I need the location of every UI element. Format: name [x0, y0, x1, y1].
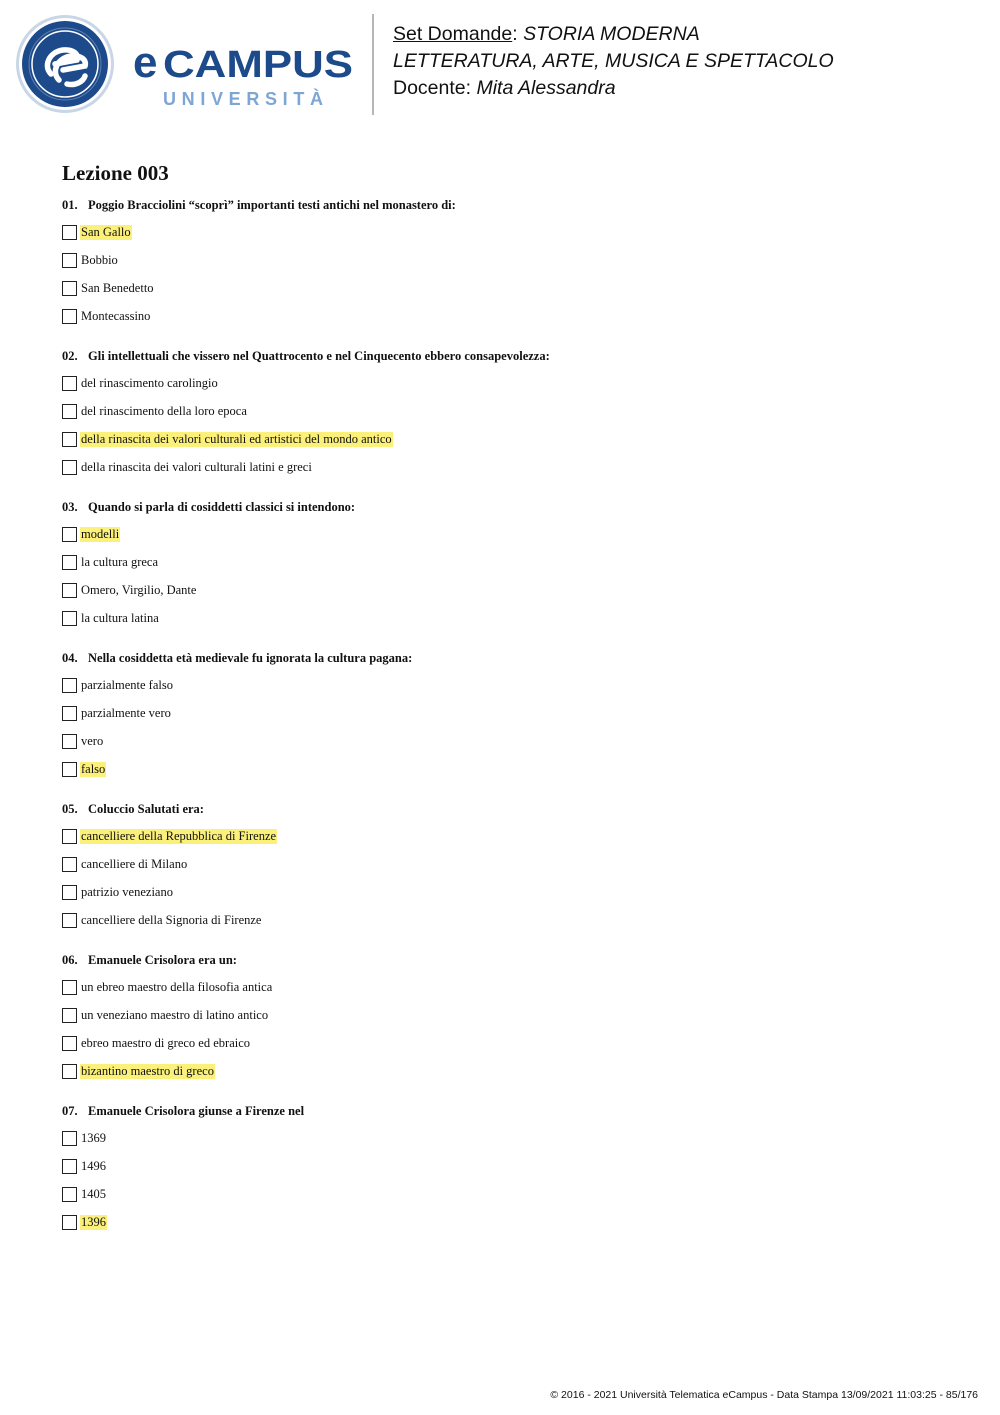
set-value: STORIA MODERNA — [523, 23, 700, 45]
answer-checkbox[interactable] — [62, 678, 77, 693]
question-number: 01. — [62, 198, 78, 212]
answer-label-highlighted: cancelliere della Repubblica di Firenze — [81, 828, 277, 843]
lesson-title: Lezione 003 — [62, 161, 169, 185]
answer-checkbox[interactable] — [62, 1215, 77, 1230]
answer-option[interactable] — [62, 369, 962, 397]
teacher-value: Mita Alessandra — [476, 77, 616, 99]
question-label: Poggio Bracciolini “scoprì” importanti testi antichi nel monastero di: — [88, 198, 456, 212]
answer-label: del rinascimento della loro epoca — [81, 403, 247, 418]
question-text — [62, 498, 962, 520]
question-label: Gli intellettuali che vissero nel Quattrocento e nel Cinquecento ebbero consapevolezza: — [88, 349, 550, 363]
question-number: 06. — [62, 953, 78, 967]
answer-label: Bobbio — [81, 252, 118, 267]
question-number: 07. — [62, 1104, 78, 1118]
answer-option[interactable] — [62, 906, 962, 934]
question-text — [62, 649, 962, 671]
answer-checkbox[interactable] — [62, 885, 77, 900]
answer-label: la cultura latina — [81, 610, 159, 625]
answer-option[interactable] — [62, 1180, 962, 1208]
answer-label: 1496 — [81, 1158, 106, 1173]
question-number: 03. — [62, 500, 78, 514]
answer-label: Omero, Virgilio, Dante — [81, 582, 197, 597]
teacher-label: Docente: — [393, 77, 472, 99]
answer-label: 1405 — [81, 1186, 106, 1201]
answer-option[interactable] — [62, 973, 962, 1001]
answer-option[interactable] — [62, 604, 962, 632]
page-footer: © 2016 - 2021 Università Telematica eCampus - Data Stampa 13/09/2021 11:03:25 - 85/176 — [550, 1389, 978, 1401]
question-list — [62, 196, 962, 1253]
answer-option[interactable] — [62, 699, 962, 727]
question-text — [62, 1102, 962, 1124]
answer-option[interactable] — [62, 755, 962, 783]
answer-checkbox[interactable] — [62, 980, 77, 995]
set-row — [393, 21, 834, 48]
question-label: Emanuele Crisolora giunse a Firenze nel — [88, 1104, 305, 1118]
brand-subtitle: UNIVERSITÀ — [163, 89, 323, 109]
brand-letter: e — [133, 40, 158, 87]
answer-option[interactable] — [62, 1057, 962, 1085]
answer-checkbox[interactable] — [62, 1064, 77, 1079]
brand-name: CAMPUS — [163, 44, 353, 86]
answer-checkbox[interactable] — [62, 611, 77, 626]
answer-checkbox[interactable] — [62, 253, 77, 268]
answer-checkbox[interactable] — [62, 404, 77, 419]
answer-option[interactable] — [62, 822, 962, 850]
answer-checkbox[interactable] — [62, 913, 77, 928]
answer-label: Montecassino — [81, 308, 151, 323]
answer-checkbox[interactable] — [62, 1036, 77, 1051]
answer-checkbox[interactable] — [62, 762, 77, 777]
answer-option[interactable] — [62, 878, 962, 906]
answer-checkbox[interactable] — [62, 527, 77, 542]
answer-checkbox[interactable] — [62, 706, 77, 721]
question-label: Coluccio Salutati era: — [88, 802, 204, 816]
answer-label: 1369 — [81, 1130, 106, 1145]
answer-option[interactable] — [62, 453, 962, 481]
answer-option[interactable] — [62, 1124, 962, 1152]
answer-option[interactable] — [62, 425, 962, 453]
set-label: Set Domande — [393, 23, 513, 45]
question-label: Quando si parla di cosiddetti classici si intendono: — [88, 500, 356, 514]
answer-checkbox[interactable] — [62, 376, 77, 391]
answer-label-highlighted: modelli — [81, 526, 120, 541]
answer-option[interactable] — [62, 274, 962, 302]
answer-label: cancelliere della Signoria di Firenze — [81, 912, 262, 927]
question-6 — [62, 951, 962, 1102]
answer-label-highlighted: della rinascita dei valori culturali ed artistici del mondo antico — [81, 431, 392, 446]
header-info — [393, 21, 834, 102]
answer-label: San Benedetto — [81, 280, 154, 295]
answer-option[interactable] — [62, 1208, 962, 1236]
answer-label: la cultura greca — [81, 554, 159, 569]
answer-option[interactable] — [62, 246, 962, 274]
answer-label: parzialmente falso — [81, 677, 173, 692]
answer-checkbox[interactable] — [62, 309, 77, 324]
answer-checkbox[interactable] — [62, 225, 77, 240]
answer-label: cancelliere di Milano — [81, 856, 188, 871]
answer-label-highlighted: falso — [81, 761, 106, 776]
question-label: Nella cosiddetta età medievale fu ignorata la cultura pagana: — [88, 651, 413, 665]
question-3 — [62, 498, 962, 649]
answer-checkbox[interactable] — [62, 1008, 77, 1023]
answer-option[interactable] — [62, 727, 962, 755]
answer-label: del rinascimento carolingio — [81, 375, 218, 390]
answer-label: vero — [81, 733, 104, 748]
answer-label: parzialmente vero — [81, 705, 171, 720]
answer-checkbox[interactable] — [62, 555, 77, 570]
answer-option[interactable] — [62, 671, 962, 699]
question-5 — [62, 800, 962, 951]
subject-line: LETTERATURA, ARTE, MUSICA E SPETTACOLO — [393, 50, 834, 72]
answer-checkbox[interactable] — [62, 829, 77, 844]
question-number: 02. — [62, 349, 78, 363]
question-text — [62, 196, 962, 218]
header-divider — [372, 14, 374, 115]
question-2 — [62, 347, 962, 498]
answer-label: un veneziano maestro di latino antico — [81, 1007, 269, 1022]
answer-option[interactable] — [62, 1029, 962, 1057]
answer-option[interactable] — [62, 1001, 962, 1029]
answer-checkbox[interactable] — [62, 281, 77, 296]
answer-option[interactable] — [62, 1152, 962, 1180]
question-7 — [62, 1102, 962, 1253]
answer-label-highlighted: bizantino maestro di greco — [81, 1063, 214, 1078]
question-number: 04. — [62, 651, 78, 665]
set-colon: : — [512, 23, 524, 45]
answer-label: della rinascita dei valori culturali latini e greci — [81, 459, 312, 474]
question-number: 05. — [62, 802, 78, 816]
answer-option[interactable] — [62, 397, 962, 425]
answer-option[interactable] — [62, 520, 962, 548]
answer-option[interactable] — [62, 850, 962, 878]
answer-label-highlighted: San Gallo — [81, 224, 131, 239]
answer-checkbox[interactable] — [62, 583, 77, 598]
answer-option[interactable] — [62, 548, 962, 576]
answer-checkbox[interactable] — [62, 460, 77, 475]
question-text — [62, 800, 962, 822]
answer-checkbox[interactable] — [62, 1131, 77, 1146]
question-text — [62, 951, 962, 973]
question-1 — [62, 196, 962, 347]
answer-label: un ebreo maestro della filosofia antica — [81, 979, 273, 994]
question-text — [62, 347, 962, 369]
ecampus-wordmark — [133, 40, 358, 110]
answer-checkbox[interactable] — [62, 734, 77, 749]
answer-option[interactable] — [62, 302, 962, 330]
answer-label: patrizio veneziano — [81, 884, 173, 899]
answer-option[interactable] — [62, 218, 962, 246]
answer-label-highlighted: 1396 — [81, 1214, 106, 1229]
answer-option[interactable] — [62, 576, 962, 604]
answer-checkbox[interactable] — [62, 1187, 77, 1202]
answer-checkbox[interactable] — [62, 857, 77, 872]
answer-checkbox[interactable] — [62, 432, 77, 447]
question-label: Emanuele Crisolora era un: — [88, 953, 237, 967]
answer-checkbox[interactable] — [62, 1159, 77, 1174]
answer-label: ebreo maestro di greco ed ebraico — [81, 1035, 251, 1050]
page-header — [0, 0, 1000, 130]
ecampus-seal-logo — [15, 14, 115, 114]
teacher-row — [393, 75, 834, 102]
wordmark-graphic — [133, 40, 358, 110]
question-4 — [62, 649, 962, 800]
